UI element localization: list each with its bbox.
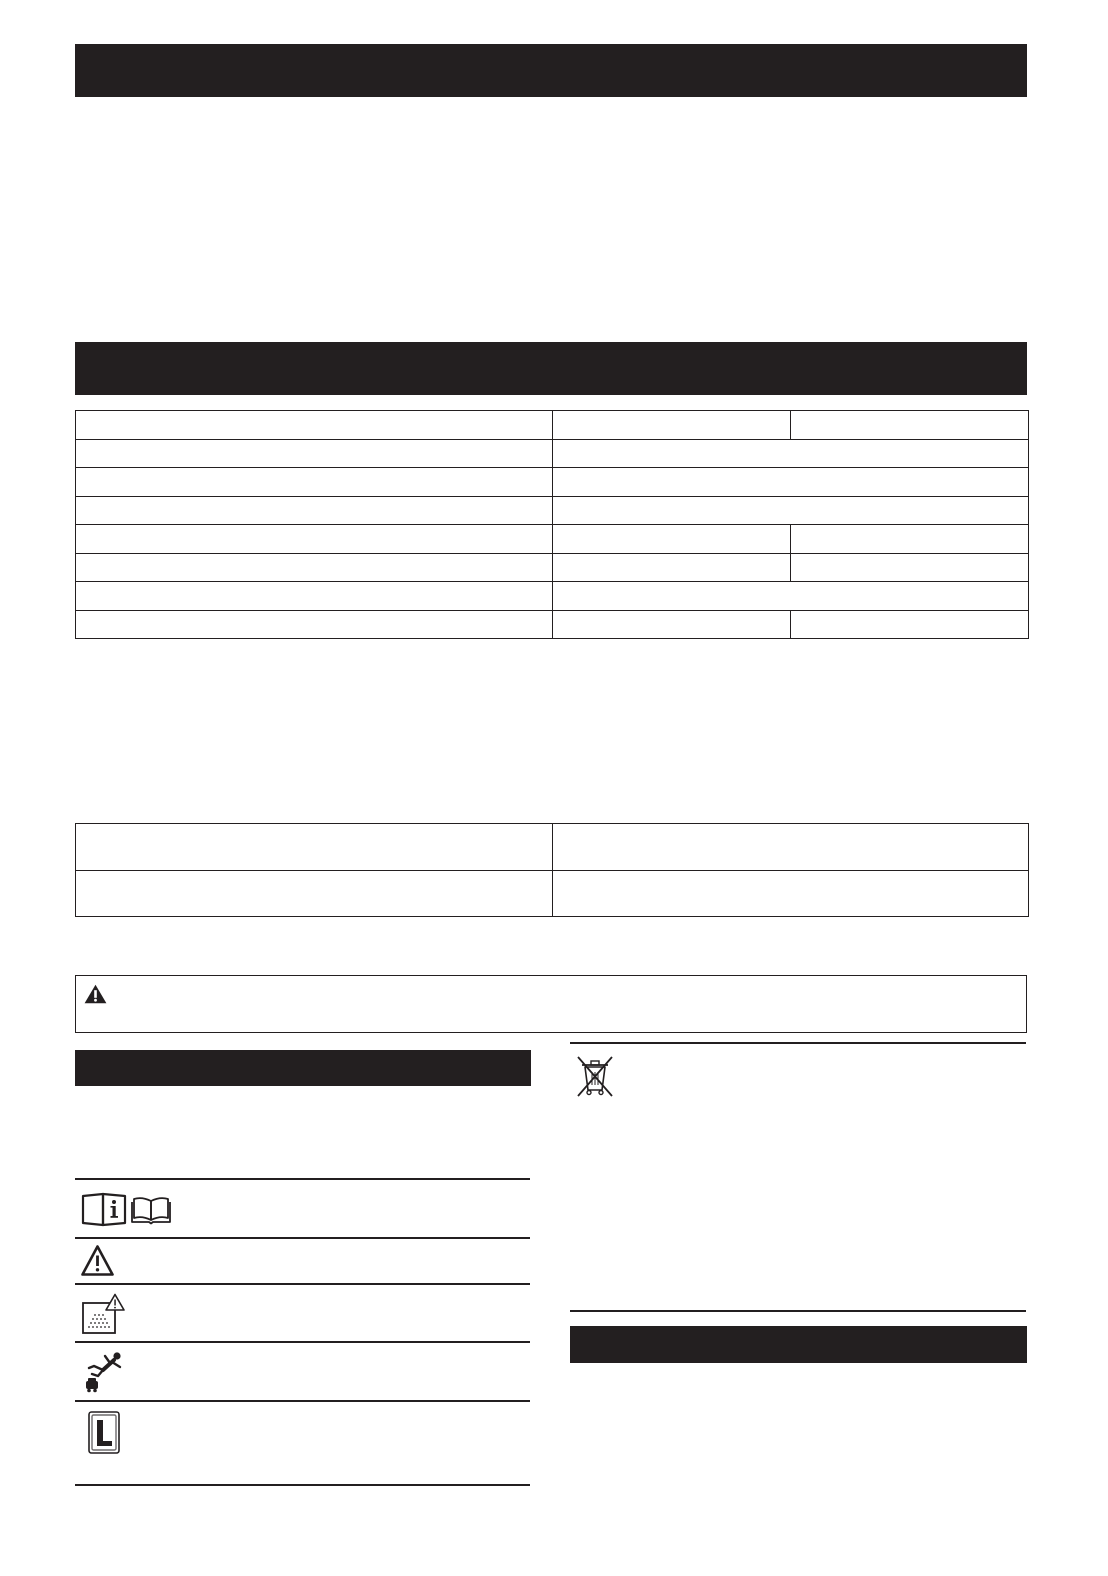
right-section-header-bar [570, 1326, 1027, 1363]
l-class-box-icon [88, 1411, 120, 1454]
divider [75, 1341, 530, 1343]
spec-table-cell [553, 496, 1029, 525]
spec-table-cell [76, 496, 553, 525]
falling-person-icon [83, 1351, 123, 1393]
spec-table-cell [553, 582, 1029, 611]
spec-table-cell [553, 411, 791, 440]
crossed-out-bin-icon [575, 1054, 615, 1098]
spec-table-row [76, 582, 1029, 611]
specifications-table [75, 410, 1029, 639]
spec-table-cell [76, 582, 553, 611]
spec-table-cell [553, 610, 791, 639]
spec-table-cell [791, 411, 1029, 440]
noise-table-row [76, 870, 1029, 917]
divider [570, 1310, 1026, 1312]
spec-table-cell [76, 610, 553, 639]
warning-triangle-icon [80, 1244, 115, 1277]
spec-table-cell [791, 553, 1029, 582]
symbols-header-bar [75, 1050, 531, 1086]
spec-table-row [76, 439, 1029, 468]
noise-table-cell [553, 870, 1029, 917]
divider [75, 1283, 530, 1285]
open-book-icon [131, 1196, 171, 1225]
spec-table-cell [76, 439, 553, 468]
noise-table-cell [76, 824, 553, 871]
divider [75, 1400, 530, 1402]
warning-box [75, 975, 1027, 1033]
spec-table-cell [553, 553, 791, 582]
noise-table-cell [553, 824, 1029, 871]
spec-table-row [76, 468, 1029, 497]
dust-hazard-icon [81, 1293, 126, 1335]
divider [75, 1237, 530, 1239]
noise-table-row [76, 824, 1029, 871]
noise-table [75, 823, 1029, 917]
spec-table-cell [553, 525, 791, 554]
divider [75, 1484, 530, 1486]
spec-table-cell [76, 411, 553, 440]
section-header-bar [75, 44, 1027, 97]
spec-table-cell [553, 439, 1029, 468]
divider [570, 1042, 1026, 1044]
spec-table-row [76, 411, 1029, 440]
spec-table-row [76, 496, 1029, 525]
divider [75, 1178, 530, 1180]
spec-table-cell [76, 525, 553, 554]
warning-filled-icon [84, 984, 107, 1004]
spec-table-cell [791, 610, 1029, 639]
spec-table-cell [76, 553, 553, 582]
spec-table-row [76, 553, 1029, 582]
spec-table-cell [791, 525, 1029, 554]
spec-table-row [76, 610, 1029, 639]
read-manual-icon [81, 1192, 127, 1227]
specifications-header-bar [75, 342, 1027, 395]
spec-table-cell [76, 468, 553, 497]
spec-table-cell [553, 468, 1029, 497]
noise-table-cell [76, 870, 553, 917]
spec-table-row [76, 525, 1029, 554]
